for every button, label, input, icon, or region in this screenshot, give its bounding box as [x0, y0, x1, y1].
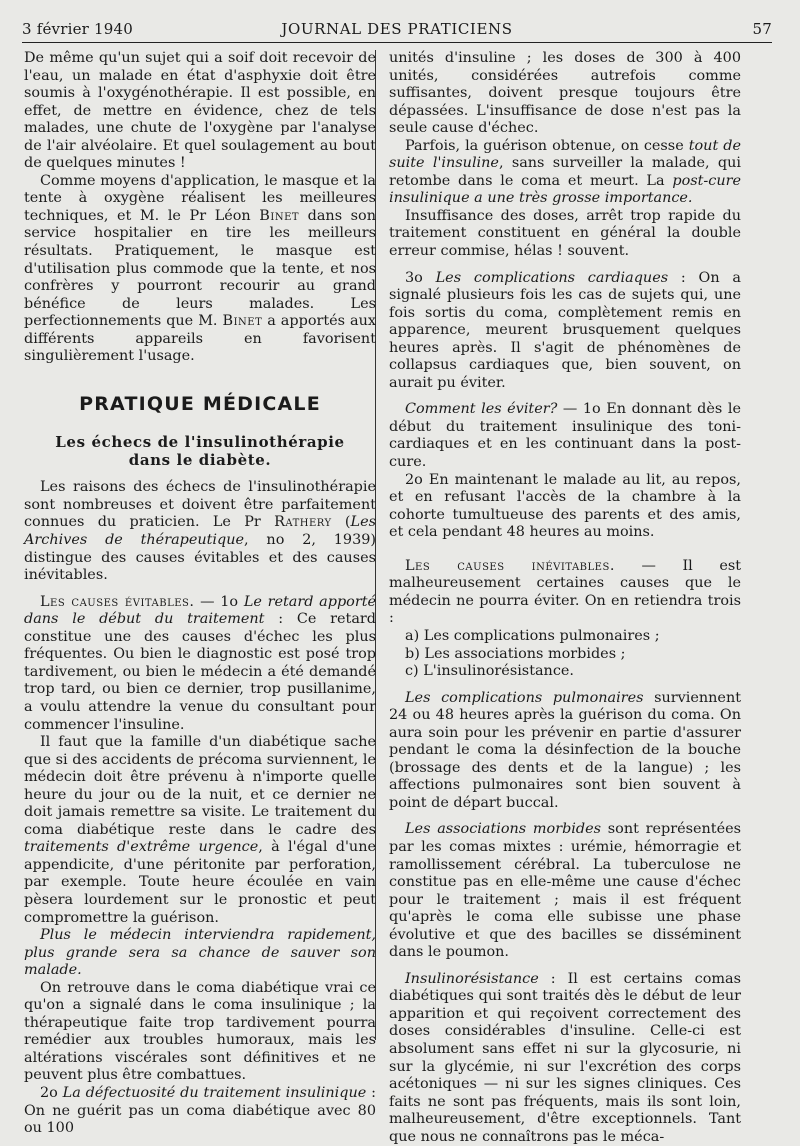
paragraph: Les causes évitables. — 1o Le retard apporté dans le début du traitement : Ce retard constitue une des causes d'échec les plus fréquentes. Ou bien le diagnostic est posé trop tardivement, ou bien le médecin a été demandé trop tard, ou bien ce dernier, trop pusillanime, a voulu attendre la venue du consultant pour commencer l'insuline.	[24, 593, 376, 733]
header-rule	[22, 42, 772, 43]
paragraph: Plus le médecin interviendra rapidement, plus grande sera sa chance de sauver son malade.	[24, 927, 376, 979]
header-date: 3 février 1940	[22, 20, 133, 38]
paragraph: On retrouve dans le coma diabétique vrai ce qu'on a signalé dans le coma insulinique ; la thérapeutique faite trop tardivement pourra remédier aux troubles humoraux, mais les altérations viscérales sont définitives et ne peuvent plus être combattues.	[24, 979, 376, 1084]
paragraph: Les raisons des échecs de l'insulinothérapie sont nombreuses et doivent être parfaitement connues du praticien. Le Pr Rathery (Les Archives de thérapeutique, no 2, 1939) distingue des causes évitables et des causes inévitables.	[24, 479, 376, 584]
paragraph: Les causes inévitables. — Il est malheureusement certaines causes que le médecin ne pourra éviter. On en retiendra trois :	[389, 557, 742, 627]
list-item: a) Les complications pulmonaires ;	[405, 627, 660, 644]
list-item: c) L'insulinorésistance.	[405, 663, 574, 680]
causes-list	[389, 628, 741, 681]
paragraph: De même qu'un sujet qui a soif doit recevoir de l'eau, un malade en état d'asphyxie doit être soumis à l'oxygénothérapie. Il est possible, en effet, de mettre en évidence, chez de tels malades, une chute de l'oxygène par l'analyse de l'air alvéolaire. Et quel soulagement au bout de quelques minutes !	[24, 50, 376, 172]
list-item: b) Les associations morbides ;	[405, 645, 626, 662]
paragraph: Insuffisance des doses, arrêt trop rapide du traitement constituent en général la double erreur commise, hélas ! souvent.	[389, 207, 741, 260]
paragraph: Comment les éviter? — 1o En donnant dès le début du traitement insulinique des toni-cardiaques et en les continuant dans la post-cure.	[389, 401, 741, 471]
journal-title: JOURNAL DES PRATICIENS	[281, 20, 513, 38]
page-header	[22, 18, 772, 42]
paragraph: Il faut que la famille d'un diabétique sache que si des accidents de précoma surviennent, le médecin doit être prévenu à n'importe quelle heure du jour ou de la nuit, et ce dernier ne doit jamais remettre sa visite. Le traitement du coma diabétique reste dans le cadre des traitements d'extrême urgence, à l'égal d'une appendicite, d'une péritonite par perforation, par exemple. Toute heure écoulée en vain pèsera lourdement sur le pronostic et peut compromettre la guérison.	[24, 734, 376, 926]
section-title: PRATIQUE MÉDICALE	[79, 392, 321, 415]
left-column	[24, 50, 376, 1138]
paragraph: Insulinorésistance : Il est certains comas diabétiques qui sont traités dès le début de leur apparition et qui reçoivent correctement des doses considérables d'insuline. Celle-ci est absolument sans effet ni sur la glycosurie, ni sur la glycémie, ni sur l'excrétion des corps acétoniques — ni sur les signes cliniques. Ces faits ne sont pas fréquents, mais ils sont loin, malheureusement, d'être exceptionnels. Tant que nous ne connaîtrons pas le méca-	[389, 970, 741, 1145]
paragraph: Parfois, la guérison obtenue, on cesse tout de suite l'insuline, sans surveiller la malade, qui retombe dans le coma et meurt. La post-cure insulinique a une très grosse importance.	[389, 137, 742, 207]
paragraph: Les associations morbides sont représentées par les comas mixtes : urémie, hémorragie et ramollissement cérébral. La tuberculose ne constitue pas en elle-même une cause d'échec pour le traitement ; mais il est fréquent qu'après le coma elle subisse une phase évolutive et que des bacilles se disséminent dans le poumon.	[389, 821, 741, 961]
article-title: Les échecs de l'insulinothérapie dans le diabète.	[55, 433, 345, 470]
paragraph: Comme moyens d'application, le masque et la tente à oxygène réalisent les meilleures techniques, et M. le Pr Léon Binet dans son service hospitalier en tire les meilleurs résultats. Pratiquement, le masque est d'utilisation plus commode que la tente, et nos confrères y pourront recourir au grand bénéfice de leurs malades. Les perfectionnements que M. Binet a apportés aux différents appareils en favorisent singulièrement l'usage.	[24, 172, 376, 365]
paragraph: Les complications pulmonaires surviennent 24 ou 48 heures après la guérison du coma. On aura soin pour les prévenir en partie d'assurer pendant le coma la désinfection de la bouche (brossage des dents et de la langue) ; les affections pulmonaires sont bien souvent à point de départ buccal.	[389, 689, 742, 811]
paragraph: unités d'insuline ; les doses de 300 à 400 unités, considérées autrefois comme suffisantes, doivent presque toujours être dépassées. L'insuffisance de dose n'est pas la seule cause d'échec.	[389, 50, 741, 137]
paragraph: 2o La défectuosité du traitement insulinique : On ne guérit pas un coma diabétique avec 80 ou 100	[24, 1084, 376, 1137]
paragraph: 2o En maintenant le malade au lit, au repos, et en refusant l'accès de la chambre à la cohorte tumultueuse des parents et des amis, et cela pendant 48 heures au moins.	[389, 471, 741, 541]
page-number: 57	[752, 20, 772, 38]
paragraph: 3o Les complications cardiaques : On a signalé plusieurs fois les cas de sujets qui, une fois sortis du coma, complètement remis en apparence, meurent brusquement quelques heures après. Il s'agit de phénomènes de collapsus cardiaques que, bien souvent, on aurait pu éviter.	[389, 269, 741, 391]
right-column	[389, 50, 741, 1146]
